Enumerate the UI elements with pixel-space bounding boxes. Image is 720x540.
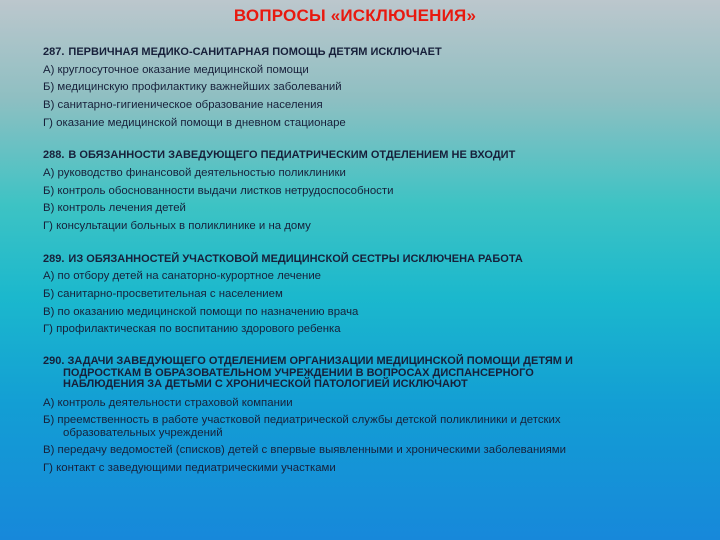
answer-option-a: А) руководство финансовой деятельностью поликлиники	[43, 166, 346, 179]
answer-option-b-line-1: Б) преемственность в работе участковой педиатрической службы детской поликлиники и детских	[43, 414, 561, 427]
question-288	[43, 149, 703, 235]
question-heading	[43, 46, 703, 59]
question-heading	[43, 149, 703, 162]
answer-option-a: А) по отбору детей на санаторно-курортное лечение	[43, 270, 322, 283]
question-heading	[43, 253, 703, 266]
answer-option-b: Б) контроль обоснованности выдачи листков нетрудоспособности	[43, 184, 394, 197]
answer-option-d: Г) профилактическая по воспитанию здорового ребенка	[43, 323, 341, 336]
answer-option-b-line-2: образовательных учреждений	[63, 427, 223, 440]
answer-option-d: Г) контакт с заведующими педиатрическими участками	[43, 461, 336, 474]
question-text: В ОБЯЗАННОСТИ ЗАВЕДУЮЩЕГО ПЕДИАТРИЧЕСКИМ ОТДЕЛЕНИЕМ НЕ ВХОДИТ	[68, 149, 516, 162]
answer-option-c: В) контроль лечения детей	[43, 202, 186, 215]
answer-option-b: Б) санитарно-просветительная с населением	[43, 287, 283, 300]
answer-option-c: В) санитарно-гигиеническое образование населения	[43, 98, 323, 111]
answer-option-a: А) круглосуточное оказание медицинской помощи	[43, 63, 309, 76]
question-287	[43, 46, 703, 132]
question-text-line-3: НАБЛЮДЕНИЯ ЗА ДЕТЬМИ С ХРОНИЧЕСКОЙ ПАТОЛОГИЕЙ ИСКЛЮЧАЮТ	[63, 378, 468, 391]
answer-option-c: В) по оказанию медицинской помощи по назначению врача	[43, 305, 359, 318]
answer-option-d: Г) консультации больных в поликлинике и на дому	[43, 219, 311, 232]
question-number: 287.	[43, 46, 65, 58]
answer-option-b: Б) медицинскую профилактику важнейших заболеваний	[43, 81, 342, 94]
slide-title: ВОПРОСЫ «ИСКЛЮЧЕНИЯ»	[233, 6, 477, 25]
question-text-line-1: ЗАДАЧИ ЗАВЕДУЮЩЕГО ОТДЕЛЕНИЕМ ОРГАНИЗАЦИИ МЕДИЦИНСКОЙ ПОМОЩИ ДЕТЯМ И	[67, 354, 573, 367]
answer-option-d: Г) оказание медицинской помощи в дневном стационаре	[43, 116, 346, 129]
question-number: 289.	[43, 252, 65, 265]
answer-option-c: В) передачу ведомостей (списков) детей с впервые выявленными и хроническими заболеваниями	[43, 444, 566, 457]
question-text-line-2: ПОДРОСТКАМ В ОБРАЗОВАТЕЛЬНОМ УЧРЕЖДЕНИИ В ВОПРОСАХ ДИСПАНСЕРНОГО	[63, 366, 534, 379]
question-289	[43, 253, 703, 339]
question-heading	[43, 356, 703, 391]
answer-option-b	[43, 412, 703, 439]
question-number: 288.	[43, 149, 65, 162]
question-290	[43, 356, 703, 478]
question-list	[43, 46, 703, 478]
question-number: 290.	[43, 354, 65, 367]
question-text: ИЗ ОБЯЗАННОСТЕЙ УЧАСТКОВОЙ МЕДИЦИНСКОЙ СЕСТРЫ ИСКЛЮЧЕНА РАБОТА	[68, 252, 523, 265]
question-text: ПЕРВИЧНАЯ МЕДИКО-САНИТАРНАЯ ПОМОЩЬ ДЕТЯМ ИСКЛЮЧАЕТ	[68, 46, 442, 58]
answer-option-a: А) контроль деятельности страховой компании	[43, 396, 293, 409]
